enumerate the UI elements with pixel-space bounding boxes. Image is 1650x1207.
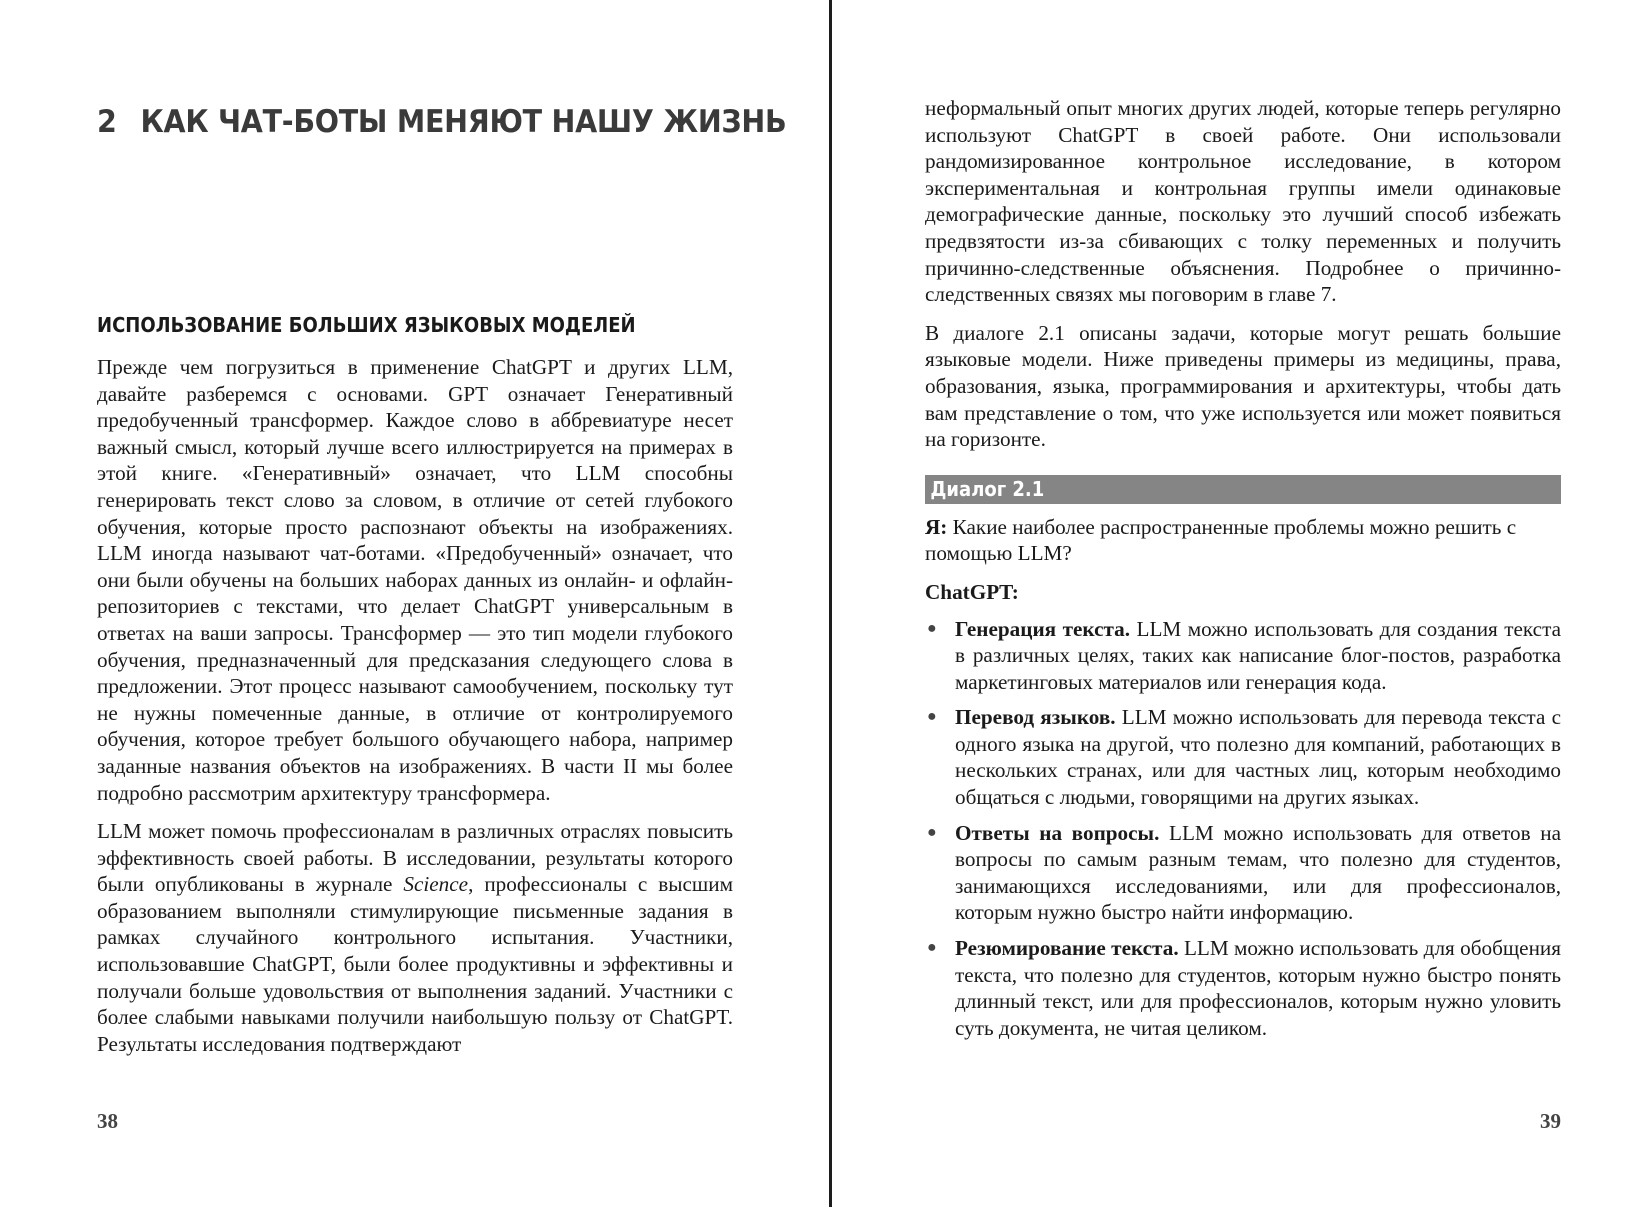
bullet-icon: ● [927,708,937,726]
list-item-heading: Резюмирование текста. [955,936,1179,961]
left-paragraph-1: Прежде чем погрузиться в применение ChatGPT и других LLM, давайте разберемся с основами. GPT означает Генеративный предобученный трансформер. Каждое слово в аббревиатуре несет важный смысл, который лучше всего иллюстрируется на примерах в этой книге. «Генеративный» означает, что LLM способны генерировать текст слово за словом, в отличие от сетей глубокого обучения, которые просто распознают объекты на изображениях. LLM иногда называют чат-ботами. «Предобученный» означает, что они были обучены на больших наборах данных из онлайн- и офлайн-репозиториев с текстами, что делает ChatGPT универсальным в ответах на ваши запросы. Трансформер — это тип модели глубокого обучения, предназначенный для предсказания следующего слова в предложении. Этот процесс называют самообучением, поскольку тут не нужны помеченные данные, в отличие от контролируемого обучения, которое требует большого обучающего набора, например заданные названия объектов на изображениях. В части II мы более подробно рассмотрим архитектуру трансформера. [97,355,733,805]
left-page [97,0,787,1207]
question-text: Какие наиболее распространенные проблемы можно решить с помощью LLM? [925,514,1517,566]
bullet-icon: ● [927,619,937,637]
right-paragraph-2: В диалоге 2.1 описаны задачи, которые могут решать большие языковые модели. Ниже приведены примеры из медицины, права, образования, языка, программирования и архитектуры, чтобы дать вам представление о том, что уже используется или может появиться на горизонте. [925,320,1561,452]
list-item-text: LLM можно использовать для обобщения текста, что полезно для студентов, которым нужно быстро понять длинный текст, или для профессионалов, которым нужно уловить суть документа, не читая целиком. [955,936,1561,1040]
list-item [925,820,1561,926]
left-paragraph-2-end: , профессионалы с высшим образованием выполняли стимулирующие письменные задания в рамках случайного контрольного испытания. Участники, использовавшие ChatGPT, были более продуктивны и эффективны и получали больше удовольствия от выполнения заданий. Участники с более слабыми навыками получили наибольшую пользу от ChatGPT. Результаты исследования подтверждают [97,872,733,1056]
list-item-text: LLM можно использовать для перевода текста с одного языка на другой, что полезно для компаний, работающих в нескольких странах, или для частных лиц, которым необходимо общаться с людьми, говорящими на других языках. [955,705,1561,810]
list-item-text: LLM можно использовать для ответов на вопросы по самым разным темам, что полезно для студентов, занимающихся исследованиями, или для профессионалов, которым нужно быстро найти информацию. [955,820,1561,925]
dialog-question [925,514,1561,567]
list-item-heading: Ответы на вопросы. [955,820,1160,845]
page-number-right: 39 [1540,1109,1561,1133]
right-body-text [925,95,1561,1050]
left-paragraph-2 [97,818,733,1057]
list-item [925,704,1561,810]
page-number-left: 38 [97,1109,118,1133]
list-item-heading: Перевод языков. [955,705,1116,730]
journal-name: Science [403,872,469,897]
chapter-title [97,104,786,140]
list-item-text: LLM можно использовать для создания текста в различных целях, таких как написание блог-постов, разработка маркетинговых материалов или генерация кода. [955,616,1562,694]
question-speaker: Я: [925,514,948,539]
right-paragraph-1: неформальный опыт многих других людей, которые теперь регулярно используют ChatGPT в своей работе. Они использовали рандомизированное контрольное исследование, в котором экспериментальная и контрольная группы имели одинаковые демографические данные, поскольку это лучший способ избежать предвзятости из-за сбивающих с толку переменных и получить причинно-следственные объяснения. Подробнее о причинно-следственных связях мы поговорим в главе 7. [925,96,1561,307]
chapter-number: 2 [97,104,117,140]
dialog-title: Диалог 2.1 [930,476,1045,501]
answer-speaker: ChatGPT: [925,579,1019,604]
bullet-icon: ● [927,823,937,841]
left-paragraph-2-start: LLM может помочь профессионалам в различных отраслях повысить эффективность своей работы. В исследовании, результаты которого были опубликованы в журнале [97,819,733,897]
left-body-text [97,354,733,1069]
dialog-header [925,475,1561,504]
list-item [925,935,1561,1041]
right-page [925,0,1561,1207]
book-gutter-divider [829,0,832,1207]
chapter-title-text: КАК ЧАТ-БОТЫ МЕНЯЮТ НАШУ ЖИЗНЬ [140,104,787,140]
answer-list [925,616,1561,1042]
list-item-heading: Генерация текста. [955,616,1131,641]
list-item [925,616,1561,696]
bullet-icon: ● [927,939,937,957]
section-title: ИСПОЛЬЗОВАНИЕ БОЛЬШИХ ЯЗЫКОВЫХ МОДЕЛЕЙ [97,313,636,337]
